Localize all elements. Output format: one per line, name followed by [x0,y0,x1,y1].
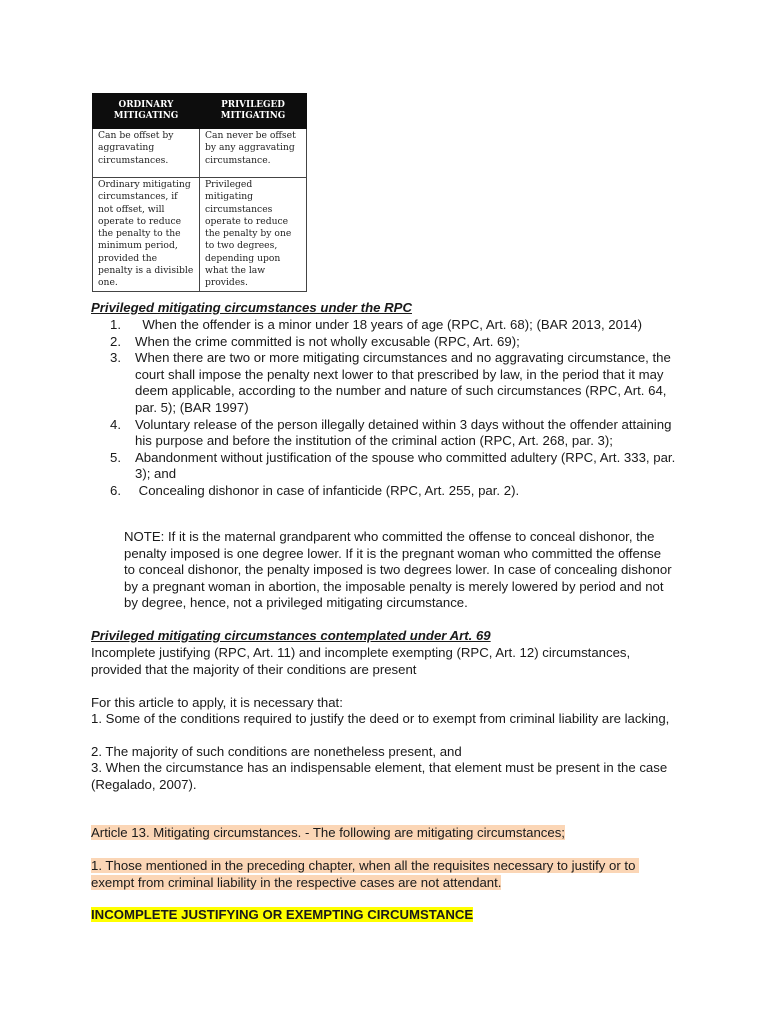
intro-paragraph: Incomplete justifying (RPC, Art. 11) and incomplete exempting (RPC, Art. 12) circumstances, provided that the majority of their conditions are present [91,645,634,677]
table-row [93,129,307,178]
table-header-privileged: PRIVILEGED MITIGATING [200,94,307,129]
article13-title: Article 13. Mitigating circumstances. - The following are mitigating circumstances; [91,825,565,840]
comparison-table [92,93,307,292]
table-cell: Can be offset by aggravating circumstances. [93,129,200,178]
list-item: 6. Concealing dishonor in case of infanticide (RPC, Art. 255, par. 2). [110,482,520,498]
note-paragraph: NOTE: If it is the maternal grandparent who committed the offense to conceal dishonor, the penalty imposed is one degree lower. If it is the pregnant woman who committed the offense to conceal dishonor, the penalty imposed is two degrees lower. In case of concealing dishonor by a pregnant woman in abortion, the imposable penalty is merely lowered by period and not by degree, hence, not a privileged mitigating circumstance. [124,529,676,611]
table-cell: Privileged mitigating circumstances operate to reduce the penalty by one to two degrees, depending upon what the law provides. [200,178,307,292]
article13-subheading: INCOMPLETE JUSTIFYING OR EXEMPTING CIRCUMSTANCE [91,907,474,922]
privileged-circumstances-list [110,317,690,500]
list-item: 5. Abandonment without justification of the spouse who committed adultery (RPC, Art. 333, par. 3); and [110,449,676,482]
list-item: 3. When there are two or more mitigating circumstances and no aggravating circumstance, the court shall impose the penalty next lower to that prescribed by law, in the period that it may deem applicable, according to the number and nature of such circumstances (RPC, Art. 64, par. 5); (BAR 1997) [110,350,671,415]
table-header-ordinary: ORDINARY MITIGATING [93,94,200,129]
condition-item: 2. The majority of such conditions are nonetheless present, and [91,744,462,759]
article13-paragraph: 1. Those mentioned in the preceding chapter, when all the requisites necessary to justify or to exempt from criminal liability in the respective cases are not attendant. [91,858,640,890]
table-cell: Ordinary mitigating circumstances, if not offset, will operate to reduce the penalty to the minimum period, provided the penalty is a divisible one. [93,178,200,292]
list-item: 2. When the crime committed is not wholly excusable (RPC, Art. 69); [110,333,520,349]
list-item: 4. Voluntary release of the person illegally detained within 3 days without the offender attaining his purpose and before the institution of the criminal action (RPC, Art. 268, par. 3); [110,416,672,449]
lead-paragraph: For this article to apply, it is necessary that: [91,695,343,710]
condition-item: 3. When the circumstance has an indispensable element, that element must be present in the case (Regalado, 2007). [91,760,671,792]
table-cell: Can never be offset by any aggravating circumstance. [200,129,307,178]
section-heading-art69: Privileged mitigating circumstances contemplated under Art. 69 [91,628,491,643]
table-row [93,178,307,292]
list-item: 1. When the offender is a minor under 18 years of age (RPC, Art. 68); (BAR 2013, 2014) [110,317,643,332]
condition-item: 1. Some of the conditions required to justify the deed or to exempt from criminal liability are lacking, [91,711,670,726]
section-heading-rpc: Privileged mitigating circumstances under the RPC [91,300,412,315]
